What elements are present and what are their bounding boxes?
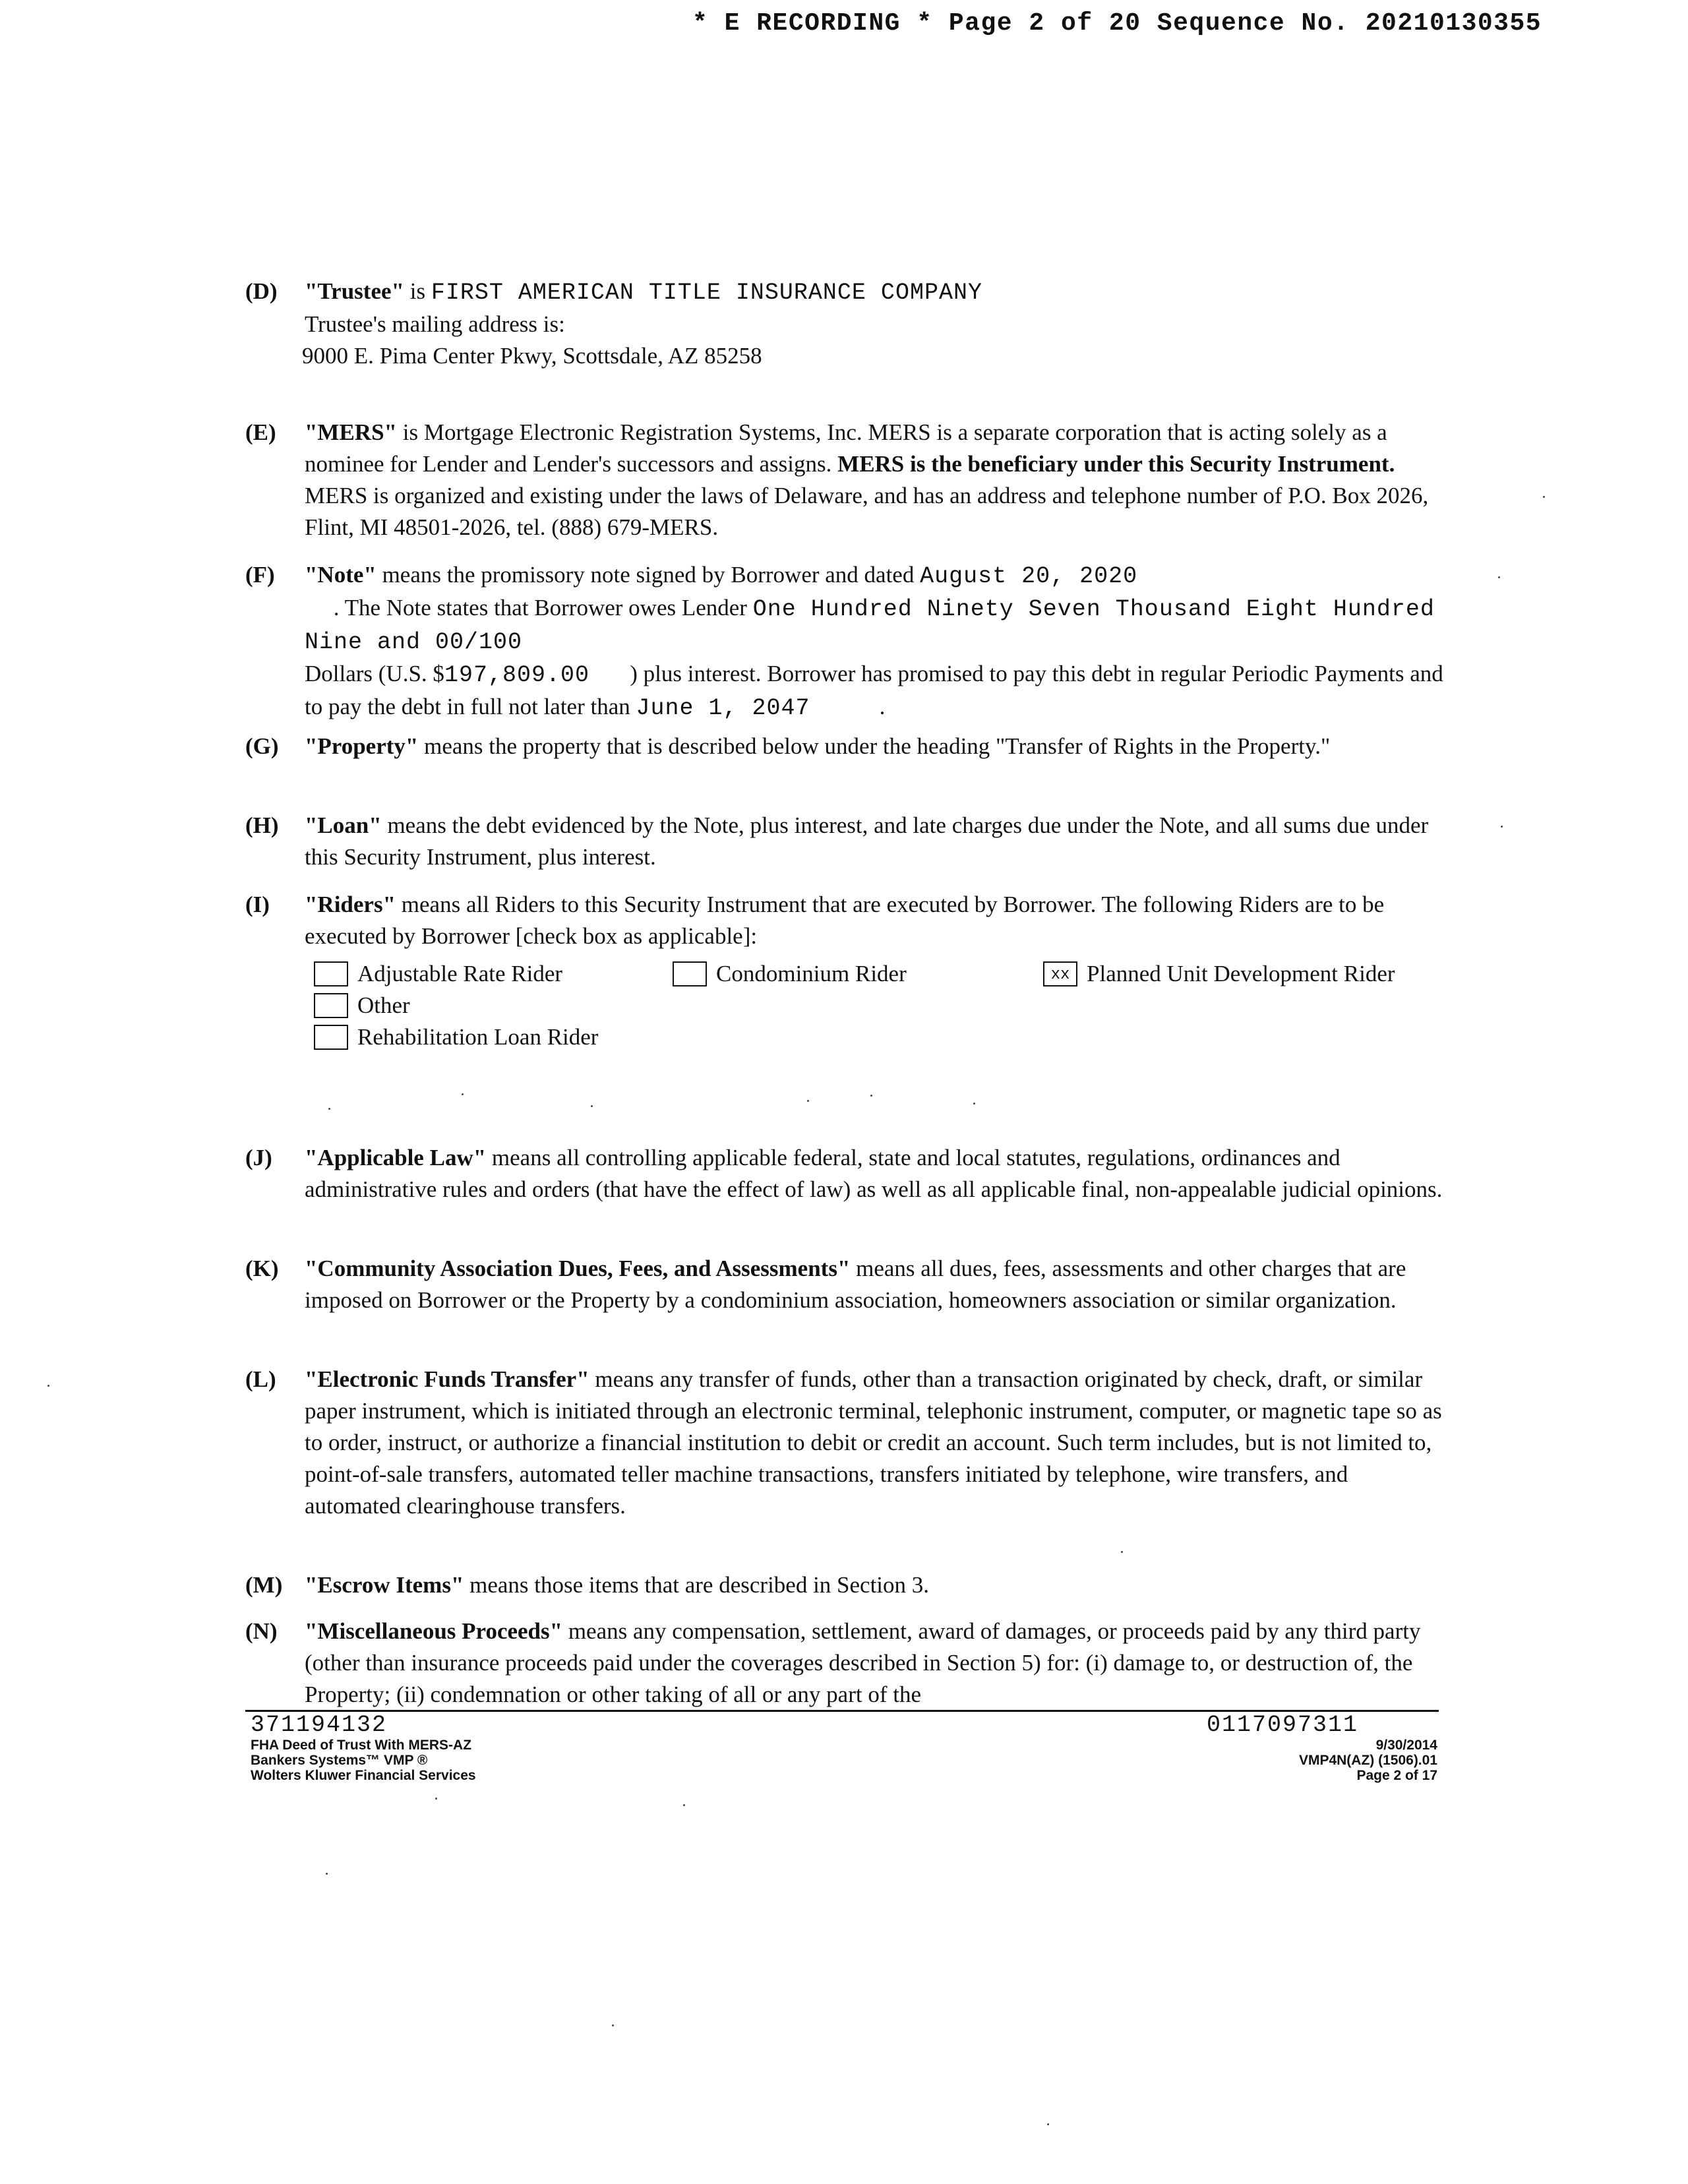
scan-speck: [328, 1108, 330, 1110]
scan-speck: [326, 1873, 328, 1875]
definition-term: "Community Association Dues, Fees, and Assessments": [305, 1256, 851, 1281]
rider-rehabilitation-loan[interactable]: [314, 1022, 598, 1052]
scan-speck: [612, 2024, 614, 2026]
rider-other[interactable]: [314, 990, 410, 1021]
definition-applicable-law: [245, 1142, 1445, 1205]
footer-form-code: VMP4N(AZ) (1506).01: [1298, 1753, 1437, 1768]
definition-text: means the debt evidenced by the Note, plus interest, and late charges due under the Note, and all sums due under this Security Instrument, plus interest.: [305, 812, 1429, 870]
rider-label: Condominium Rider: [716, 961, 907, 986]
definition-letter: (M): [245, 1572, 283, 1598]
maturity-date: June 1, 2047: [636, 695, 810, 721]
definition-text: means the promissory note signed by Borrower and dated: [376, 562, 920, 588]
definition-mers: [245, 417, 1445, 543]
footer-page-number: Page 2 of 17: [1356, 1768, 1437, 1783]
rider-checkbox[interactable]: xx: [1043, 961, 1077, 986]
definition-community-association-dues: [245, 1253, 1445, 1316]
footer-company: Wolters Kluwer Financial Services: [251, 1768, 476, 1783]
definition-escrow-items: [245, 1569, 1445, 1601]
definition-miscellaneous-proceeds: [245, 1616, 1445, 1711]
scan-speck: [1501, 826, 1503, 828]
scan-speck: [1498, 576, 1500, 578]
note-date: August 20, 2020: [920, 563, 1138, 590]
definition-term: "Trustee": [305, 278, 404, 304]
definition-letter: (F): [245, 562, 275, 588]
definition-letter: (H): [245, 812, 279, 838]
definition-letter: (E): [245, 419, 276, 445]
definition-property: [245, 731, 1445, 762]
footer-right: [1207, 1713, 1437, 1783]
definition-term: "Electronic Funds Transfer": [305, 1366, 589, 1392]
scan-speck: [591, 1105, 593, 1107]
scan-speck: [1047, 2123, 1049, 2125]
definition-text: ) plus interest. Borrower has promised to pay this debt in regular Periodic Payments and to pay the debt in full not later than: [305, 661, 1449, 719]
definition-text: is Mortgage Electronic Registration Systems, Inc. MERS is a separate corporation that is acting solely as a nominee for Lender and Lender's successors and assigns.: [305, 419, 1387, 477]
definition-term: "Escrow Items": [305, 1572, 464, 1598]
trustee-mailing-label: Trustee's mailing address is:: [305, 311, 565, 337]
definition-text: . The Note states that Borrower owes Lender: [305, 595, 753, 621]
rider-label: Planned Unit Development Rider: [1087, 961, 1395, 986]
definition-note: [245, 559, 1449, 724]
definition-term: "Applicable Law": [305, 1145, 487, 1170]
definition-text: means any transfer of funds, other than a transaction originated by check, draft, or similar paper instrument, which is initiated through an electronic terminal, telephonic instrument, computer, or magnetic tape so as to order, instruct, or authorize a financial institution to debit or credit an account. Such term includes, but is not limited to, point-of-sale transfers, automated teller machine transactions, transfers initiated by telephone, wire transfers, and automated clearinghouse transfers.: [305, 1366, 1442, 1519]
scan-speck: [683, 1804, 685, 1806]
definition-letter: (D): [245, 278, 278, 304]
definition-letter: (J): [245, 1145, 272, 1170]
scan-speck: [1121, 1551, 1123, 1553]
definition-text: means those items that are described in Section 3.: [464, 1572, 930, 1598]
definition-term: "Note": [305, 562, 377, 588]
rider-checkbox[interactable]: [673, 961, 707, 986]
scan-speck: [47, 1385, 49, 1387]
dollars-label: Dollars (U.S. $: [305, 661, 444, 686]
definition-text: is: [404, 278, 431, 304]
rider-label: Other: [357, 992, 410, 1018]
footer-form-date: 9/30/2014: [1375, 1738, 1437, 1753]
trustee-name: FIRST AMERICAN TITLE INSURANCE COMPANY: [431, 280, 982, 306]
definition-text: .: [810, 694, 886, 719]
definition-term: "Miscellaneous Proceeds": [305, 1618, 563, 1644]
definition-trustee: [245, 276, 1445, 372]
scan-speck: [1543, 496, 1545, 498]
definition-letter: (G): [245, 733, 279, 759]
definition-text: means all controlling applicable federal, state and local statutes, regulations, ordinances and administrative rules and orders (that have the effect of law) as well as all applicable final, non-appealable judicial opinions.: [305, 1145, 1443, 1202]
rider-checkbox[interactable]: [314, 961, 348, 986]
rider-checkbox[interactable]: [314, 1025, 348, 1050]
scan-speck: [870, 1095, 872, 1097]
footer-publisher: Bankers Systems™ VMP ®: [251, 1753, 428, 1768]
rider-condominium[interactable]: [673, 959, 907, 989]
rider-adjustable-rate[interactable]: [314, 959, 562, 989]
rider-checkbox[interactable]: [314, 993, 348, 1018]
riders-checklist: [305, 959, 1445, 1058]
definition-text: means the property that is described below under the heading "Transfer of Rights in the Property.": [418, 733, 1331, 759]
definition-letter: (N): [245, 1618, 278, 1644]
loan-amount-words: One Hundred Ninety Seven Thousand Eight Hundred Nine and 00/100: [305, 596, 1435, 655]
recording-header: * E RECORDING * Page 2 of 20 Sequence No. 20210130355: [692, 9, 1542, 38]
definition-text: means all Riders to this Security Instrument that are executed by Borrower. The following Riders are to be executed by Borrower [check box as applicable]:: [305, 892, 1385, 949]
definition-letter: (I): [245, 892, 270, 917]
definition-text: MERS is organized and existing under the laws of Delaware, and has an address and telephone number of P.O. Box 2026, Flint, MI 48501-2026, tel. (888) 679-MERS.: [305, 483, 1429, 540]
definition-letter: (K): [245, 1256, 279, 1281]
definition-letter: (L): [245, 1366, 276, 1392]
definition-bold-text: MERS is the beneficiary under this Security Instrument.: [837, 451, 1395, 477]
definition-term: "Riders": [305, 892, 396, 917]
definition-term: "Property": [305, 733, 419, 759]
scan-speck: [807, 1100, 809, 1102]
definition-riders: [245, 889, 1445, 1058]
scan-speck: [462, 1093, 464, 1095]
scan-speck: [435, 1798, 437, 1800]
loan-amount-number: 197,809.00: [444, 662, 589, 688]
definition-text: means any compensation, settlement, award of damages, or proceeds paid by any third party (other than insurance proceeds paid under the coverages described in Section 5) for: (i) damage to, or destruction of, the Property; (ii) condemnation or other taking of all or any part of the: [305, 1618, 1421, 1707]
footer-left: [251, 1713, 476, 1783]
trustee-mailing-address: 9000 E. Pima Center Pkwy, Scottsdale, AZ 85258: [302, 343, 762, 369]
footer-loan-number: 371194132: [251, 1712, 388, 1738]
rider-planned-unit-development[interactable]: [1043, 959, 1395, 989]
rider-label: Rehabilitation Loan Rider: [357, 1024, 599, 1050]
rider-label: Adjustable Rate Rider: [357, 961, 563, 986]
definition-term: "MERS": [305, 419, 397, 445]
definition-text: means all dues, fees, assessments and other charges that are imposed on Borrower or the Property by a condominium association, homeowners association or similar organization.: [305, 1256, 1406, 1313]
footer-form-title: FHA Deed of Trust With MERS-AZ: [251, 1738, 472, 1753]
definition-loan: [245, 810, 1445, 873]
footer-reference-number: 0117097311: [1206, 1712, 1358, 1738]
scan-speck: [973, 1103, 975, 1105]
definition-electronic-funds-transfer: [245, 1364, 1445, 1522]
definition-term: "Loan": [305, 812, 382, 838]
